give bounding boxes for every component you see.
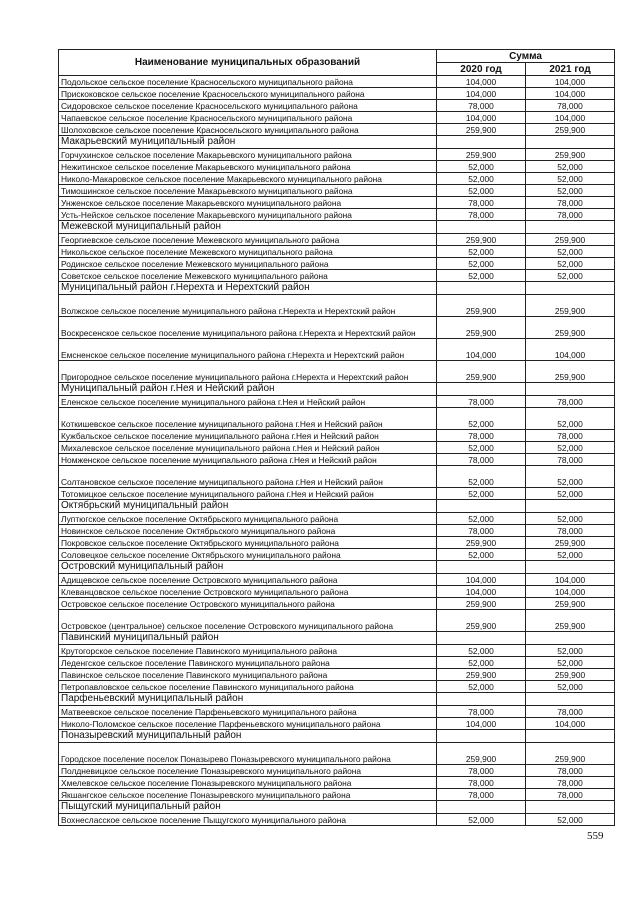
table-row <box>59 706 615 718</box>
value-2021: 78,000 <box>526 209 615 221</box>
settlement-name: Покровское сельское поселение Октябрьского муниципального района <box>59 537 437 549</box>
empty-cell <box>526 632 615 645</box>
value-2020: 259,900 <box>437 124 526 136</box>
settlement-name: Михалевское сельское поселение муниципального района г.Нея и Нейский район <box>59 442 437 454</box>
empty-cell <box>437 221 526 234</box>
district-row <box>59 221 615 234</box>
table-row <box>59 361 615 383</box>
empty-cell <box>526 221 615 234</box>
table-row <box>59 657 615 669</box>
value-2021: 52,000 <box>526 814 615 826</box>
settlement-name: Островское (центральное) сельское поселение Островского муниципального района <box>59 610 437 632</box>
empty-cell <box>437 693 526 706</box>
settlement-name: Николо-Поломское сельское поселение Парфеньевского муниципального района <box>59 718 437 730</box>
value-2021: 259,900 <box>526 610 615 632</box>
value-2020: 52,000 <box>437 513 526 525</box>
value-2021: 52,000 <box>526 657 615 669</box>
value-2021: 78,000 <box>526 525 615 537</box>
empty-cell <box>437 282 526 295</box>
value-2020: 52,000 <box>437 488 526 500</box>
value-2021: 52,000 <box>526 258 615 270</box>
settlement-name: Прискоковское сельское поселение Красносельского муниципального района <box>59 88 437 100</box>
table-row <box>59 234 615 246</box>
settlement-name: Матвеевское сельское поселение Парфеньевского муниципального района <box>59 706 437 718</box>
district-name: Парфеньевский муниципальный район <box>59 693 437 706</box>
value-2020: 259,900 <box>437 361 526 383</box>
value-2021: 78,000 <box>526 777 615 789</box>
table-row <box>59 161 615 173</box>
settlement-name: Родинское сельское поселение Межевского муниципального района <box>59 258 437 270</box>
value-2021: 78,000 <box>526 197 615 209</box>
value-2020: 52,000 <box>437 246 526 258</box>
settlement-name: Соловецкое сельское поселение Октябрьского муниципального района <box>59 549 437 561</box>
settlement-name: Павинское сельское поселение Павинского муниципального района <box>59 669 437 681</box>
empty-cell <box>526 136 615 149</box>
value-2020: 259,900 <box>437 669 526 681</box>
table-row <box>59 488 615 500</box>
value-2020: 52,000 <box>437 657 526 669</box>
value-2021: 52,000 <box>526 185 615 197</box>
value-2021: 104,000 <box>526 586 615 598</box>
district-row <box>59 801 615 814</box>
value-2021: 78,000 <box>526 454 615 466</box>
table-row <box>59 295 615 317</box>
district-row <box>59 136 615 149</box>
value-2021: 52,000 <box>526 408 615 430</box>
table-body <box>59 76 615 826</box>
table-row <box>59 743 615 765</box>
value-2020: 78,000 <box>437 454 526 466</box>
value-2020: 104,000 <box>437 339 526 361</box>
value-2020: 259,900 <box>437 149 526 161</box>
settlement-name: Тимошинское сельское поселение Макарьевского муниципального района <box>59 185 437 197</box>
settlement-name: Городское поселение поселок Поназырево Поназыревского муниципального района <box>59 743 437 765</box>
settlement-name: Петропавловское сельское поселение Павинского муниципального района <box>59 681 437 693</box>
settlement-name: Хмелевское сельское поселение Поназыревского муниципального района <box>59 777 437 789</box>
table-row <box>59 149 615 161</box>
value-2021: 78,000 <box>526 765 615 777</box>
value-2021: 78,000 <box>526 789 615 801</box>
value-2020: 259,900 <box>437 610 526 632</box>
table-row <box>59 270 615 282</box>
value-2021: 52,000 <box>526 513 615 525</box>
settlement-name: Шолоховское сельское поселение Красносельского муниципального района <box>59 124 437 136</box>
value-2021: 259,900 <box>526 317 615 339</box>
value-2021: 78,000 <box>526 100 615 112</box>
table-row <box>59 396 615 408</box>
empty-cell <box>526 383 615 396</box>
table-row <box>59 681 615 693</box>
value-2020: 52,000 <box>437 681 526 693</box>
table-row <box>59 317 615 339</box>
settlement-name: Вохнесласское сельское поселение Пыщугского муниципального района <box>59 814 437 826</box>
settlement-name: Еленское сельское поселение муниципального района г.Нея и Нейский район <box>59 396 437 408</box>
table-row <box>59 789 615 801</box>
value-2021: 259,900 <box>526 537 615 549</box>
district-name: Муниципальный район г.Нерехта и Нерехтский район <box>59 282 437 295</box>
value-2020: 104,000 <box>437 574 526 586</box>
table-row <box>59 610 615 632</box>
value-2020: 104,000 <box>437 76 526 88</box>
table-row <box>59 466 615 488</box>
value-2021: 52,000 <box>526 246 615 258</box>
value-2021: 52,000 <box>526 442 615 454</box>
district-row <box>59 632 615 645</box>
settlement-name: Емсненское сельское поселение муниципального района г.Нерехта и Нерехтский район <box>59 339 437 361</box>
value-2021: 52,000 <box>526 270 615 282</box>
district-name: Павинский муниципальный район <box>59 632 437 645</box>
table-row <box>59 185 615 197</box>
table-row <box>59 814 615 826</box>
empty-cell <box>526 561 615 574</box>
value-2021: 104,000 <box>526 339 615 361</box>
value-2020: 78,000 <box>437 706 526 718</box>
settlement-name: Коткишевское сельское поселение муниципального района г.Нея и Нейский район <box>59 408 437 430</box>
value-2020: 78,000 <box>437 100 526 112</box>
table-row <box>59 209 615 221</box>
table-row <box>59 525 615 537</box>
district-row <box>59 282 615 295</box>
empty-cell <box>437 632 526 645</box>
settlement-name: Чапаевское сельское поселение Красносельского муниципального района <box>59 112 437 124</box>
table-row <box>59 765 615 777</box>
settlement-name: Крутогорское сельское поселение Павинского муниципального района <box>59 645 437 657</box>
settlement-name: Горчухинское сельское поселение Макарьевского муниципального района <box>59 149 437 161</box>
district-row <box>59 383 615 396</box>
settlement-name: Леденгское сельское поселение Павинского муниципального района <box>59 657 437 669</box>
empty-cell <box>526 282 615 295</box>
settlement-name: Воскресенское сельское поселение муниципального района г.Нерехта и Нерехтский район <box>59 317 437 339</box>
table-row <box>59 598 615 610</box>
settlement-name: Подольское сельское поселение Красносельского муниципального района <box>59 76 437 88</box>
value-2020: 259,900 <box>437 295 526 317</box>
empty-cell <box>526 801 615 814</box>
value-2020: 259,900 <box>437 537 526 549</box>
empty-cell <box>437 136 526 149</box>
district-name: Пыщугский муниципальный район <box>59 801 437 814</box>
empty-cell <box>437 730 526 743</box>
value-2021: 259,900 <box>526 124 615 136</box>
table-row <box>59 442 615 454</box>
value-2021: 78,000 <box>526 396 615 408</box>
value-2020: 104,000 <box>437 718 526 730</box>
district-row <box>59 561 615 574</box>
value-2021: 78,000 <box>526 706 615 718</box>
district-name: Поназыревский муниципальный район <box>59 730 437 743</box>
settlement-name: Кужбальское сельское поселение муниципального района г.Нея и Нейский район <box>59 430 437 442</box>
settlement-name: Усть-Нейское сельское поселение Макарьевского муниципального района <box>59 209 437 221</box>
district-name: Межевской муниципальный район <box>59 221 437 234</box>
value-2020: 52,000 <box>437 185 526 197</box>
value-2021: 52,000 <box>526 466 615 488</box>
value-2021: 78,000 <box>526 430 615 442</box>
value-2020: 52,000 <box>437 258 526 270</box>
budget-table <box>58 49 615 826</box>
district-name: Макарьевский муниципальный район <box>59 136 437 149</box>
value-2021: 259,900 <box>526 743 615 765</box>
value-2020: 78,000 <box>437 197 526 209</box>
table-row <box>59 100 615 112</box>
district-row <box>59 500 615 513</box>
value-2021: 52,000 <box>526 488 615 500</box>
settlement-name: Волжское сельское поселение муниципального района г.Нерехта и Нерехтский район <box>59 295 437 317</box>
value-2020: 52,000 <box>437 466 526 488</box>
value-2020: 52,000 <box>437 173 526 185</box>
value-2021: 104,000 <box>526 574 615 586</box>
table-row <box>59 408 615 430</box>
settlement-name: Луптюгское сельское поселение Октябрьского муниципального района <box>59 513 437 525</box>
table-row <box>59 258 615 270</box>
value-2020: 52,000 <box>437 408 526 430</box>
header-year-2021: 2021 год <box>526 63 615 76</box>
header-year-2020: 2020 год <box>437 63 526 76</box>
empty-cell <box>437 561 526 574</box>
empty-cell <box>526 693 615 706</box>
table-row <box>59 537 615 549</box>
settlement-name: Новинское сельское поселение Октябрьского муниципального района <box>59 525 437 537</box>
settlement-name: Якшангское сельское поселение Поназыревского муниципального района <box>59 789 437 801</box>
table-row <box>59 718 615 730</box>
settlement-name: Георгиевское сельское поселение Межевского муниципального района <box>59 234 437 246</box>
table-row <box>59 173 615 185</box>
value-2021: 52,000 <box>526 645 615 657</box>
value-2020: 259,900 <box>437 234 526 246</box>
table-row <box>59 339 615 361</box>
table-row <box>59 645 615 657</box>
settlement-name: Никольское сельское поселение Межевского муниципального района <box>59 246 437 258</box>
value-2020: 104,000 <box>437 88 526 100</box>
table-row <box>59 197 615 209</box>
table-row <box>59 513 615 525</box>
table-row <box>59 430 615 442</box>
value-2020: 259,900 <box>437 743 526 765</box>
value-2021: 259,900 <box>526 669 615 681</box>
table-row <box>59 777 615 789</box>
settlement-name: Островское сельское поселение Островского муниципального района <box>59 598 437 610</box>
table-row <box>59 586 615 598</box>
value-2021: 259,900 <box>526 361 615 383</box>
value-2020: 78,000 <box>437 765 526 777</box>
header-sum: Сумма <box>437 50 615 63</box>
settlement-name: Пригородное сельское поселение муниципального района г.Нерехта и Нерехтский район <box>59 361 437 383</box>
settlement-name: Адищевское сельское поселение Островского муниципального района <box>59 574 437 586</box>
value-2021: 52,000 <box>526 681 615 693</box>
settlement-name: Унженское сельское поселение Макарьевского муниципального района <box>59 197 437 209</box>
value-2020: 78,000 <box>437 777 526 789</box>
value-2020: 104,000 <box>437 112 526 124</box>
value-2021: 259,900 <box>526 598 615 610</box>
value-2020: 78,000 <box>437 525 526 537</box>
district-name: Островский муниципальный район <box>59 561 437 574</box>
empty-cell <box>437 500 526 513</box>
value-2021: 52,000 <box>526 173 615 185</box>
settlement-name: Николо-Макаровское сельское поселение Макарьевского муниципального района <box>59 173 437 185</box>
table-row <box>59 574 615 586</box>
table-row <box>59 669 615 681</box>
district-row <box>59 693 615 706</box>
table-row <box>59 454 615 466</box>
table-row <box>59 246 615 258</box>
district-row <box>59 730 615 743</box>
value-2021: 104,000 <box>526 718 615 730</box>
value-2020: 78,000 <box>437 430 526 442</box>
value-2020: 259,900 <box>437 598 526 610</box>
value-2020: 52,000 <box>437 161 526 173</box>
table-row <box>59 88 615 100</box>
value-2020: 78,000 <box>437 396 526 408</box>
empty-cell <box>437 383 526 396</box>
empty-cell <box>526 500 615 513</box>
value-2021: 259,900 <box>526 295 615 317</box>
value-2020: 52,000 <box>437 645 526 657</box>
value-2021: 52,000 <box>526 161 615 173</box>
settlement-name: Нежитинское сельское поселение Макарьевского муниципального района <box>59 161 437 173</box>
settlement-name: Полдневицкое сельское поселение Поназыревского муниципального района <box>59 765 437 777</box>
value-2020: 52,000 <box>437 442 526 454</box>
table-row <box>59 76 615 88</box>
empty-cell <box>526 730 615 743</box>
settlement-name: Клеванцовское сельское поселение Островского муниципального района <box>59 586 437 598</box>
settlement-name: Сидоровское сельское поселение Красносельского муниципального района <box>59 100 437 112</box>
table-row <box>59 112 615 124</box>
value-2020: 259,900 <box>437 317 526 339</box>
value-2021: 52,000 <box>526 549 615 561</box>
settlement-name: Советское сельское поселение Межевского муниципального района <box>59 270 437 282</box>
value-2021: 104,000 <box>526 88 615 100</box>
value-2020: 78,000 <box>437 209 526 221</box>
table-row <box>59 124 615 136</box>
value-2020: 78,000 <box>437 789 526 801</box>
settlement-name: Тотомицкое сельское поселение муниципального района г.Нея и Нейский район <box>59 488 437 500</box>
page-number: 559 <box>587 830 604 842</box>
settlement-name: Солтановское сельское поселение муниципального района г.Нея и Нейский район <box>59 466 437 488</box>
value-2021: 259,900 <box>526 149 615 161</box>
district-name: Муниципальный район г.Нея и Нейский район <box>59 383 437 396</box>
value-2020: 104,000 <box>437 586 526 598</box>
value-2021: 259,900 <box>526 234 615 246</box>
settlement-name: Номженское сельское поселение муниципального района г.Нея и Нейский район <box>59 454 437 466</box>
value-2020: 52,000 <box>437 270 526 282</box>
value-2020: 52,000 <box>437 549 526 561</box>
value-2021: 104,000 <box>526 76 615 88</box>
table-row <box>59 549 615 561</box>
value-2020: 52,000 <box>437 814 526 826</box>
empty-cell <box>437 801 526 814</box>
header-name: Наименование муниципальных образований <box>59 50 437 76</box>
district-name: Октябрьский муниципальный район <box>59 500 437 513</box>
value-2021: 104,000 <box>526 112 615 124</box>
